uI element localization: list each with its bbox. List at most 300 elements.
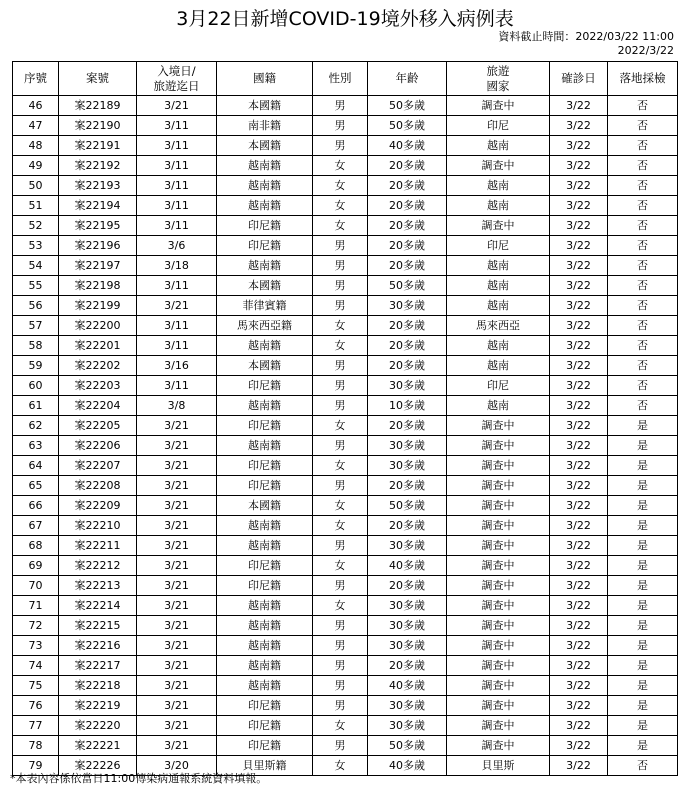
cell-travel-country: 調查中 xyxy=(447,436,550,456)
cell-confirm-date: 3/22 xyxy=(550,376,608,396)
cell-case-no: 案22206 xyxy=(59,436,137,456)
cell-entry-date: 3/21 xyxy=(137,636,217,656)
case-table xyxy=(12,61,678,776)
table-row xyxy=(13,696,678,716)
cell-nationality: 印尼籍 xyxy=(217,456,313,476)
cell-nationality: 印尼籍 xyxy=(217,556,313,576)
cell-sex: 男 xyxy=(313,736,368,756)
cell-entry-date: 3/21 xyxy=(137,436,217,456)
cell-seq: 77 xyxy=(13,716,59,736)
cell-arrival-test: 是 xyxy=(608,436,678,456)
table-row xyxy=(13,576,678,596)
table-row xyxy=(13,376,678,396)
cell-age: 20多歲 xyxy=(368,576,447,596)
cell-seq: 63 xyxy=(13,436,59,456)
cell-entry-date: 3/21 xyxy=(137,596,217,616)
cell-confirm-date: 3/22 xyxy=(550,656,608,676)
cell-nationality: 越南籍 xyxy=(217,636,313,656)
cell-seq: 56 xyxy=(13,296,59,316)
cell-case-no: 案22200 xyxy=(59,316,137,336)
table-row xyxy=(13,396,678,416)
cell-sex: 男 xyxy=(313,656,368,676)
cell-case-no: 案22203 xyxy=(59,376,137,396)
cell-confirm-date: 3/22 xyxy=(550,196,608,216)
table-row xyxy=(13,736,678,756)
cell-seq: 70 xyxy=(13,576,59,596)
cell-sex: 男 xyxy=(313,436,368,456)
cell-confirm-date: 3/22 xyxy=(550,136,608,156)
report-meta xyxy=(498,30,674,58)
column-header-seq: 序號 xyxy=(13,62,59,96)
cell-arrival-test: 是 xyxy=(608,676,678,696)
cell-travel-country: 馬來西亞 xyxy=(447,316,550,336)
cell-entry-date: 3/11 xyxy=(137,156,217,176)
cell-confirm-date: 3/22 xyxy=(550,736,608,756)
cell-seq: 50 xyxy=(13,176,59,196)
cell-case-no: 案22217 xyxy=(59,656,137,676)
cell-entry-date: 3/21 xyxy=(137,496,217,516)
cell-case-no: 案22210 xyxy=(59,516,137,536)
cell-arrival-test: 否 xyxy=(608,196,678,216)
cell-travel-country: 調查中 xyxy=(447,496,550,516)
cell-arrival-test: 是 xyxy=(608,656,678,676)
cell-sex: 女 xyxy=(313,556,368,576)
report-date: 2022/3/22 xyxy=(617,44,674,57)
table-row xyxy=(13,136,678,156)
cell-travel-country: 調查中 xyxy=(447,416,550,436)
cell-confirm-date: 3/22 xyxy=(550,416,608,436)
cell-age: 20多歲 xyxy=(368,316,447,336)
cell-case-no: 案22195 xyxy=(59,216,137,236)
cell-sex: 女 xyxy=(313,176,368,196)
cell-sex: 男 xyxy=(313,376,368,396)
table-row xyxy=(13,716,678,736)
table-row xyxy=(13,416,678,436)
cell-arrival-test: 否 xyxy=(608,296,678,316)
cell-arrival-test: 是 xyxy=(608,456,678,476)
cell-confirm-date: 3/22 xyxy=(550,436,608,456)
cell-arrival-test: 否 xyxy=(608,136,678,156)
cell-entry-date: 3/21 xyxy=(137,616,217,636)
cell-nationality: 越南籍 xyxy=(217,256,313,276)
cell-age: 20多歲 xyxy=(368,216,447,236)
cell-sex: 女 xyxy=(313,196,368,216)
cell-seq: 72 xyxy=(13,616,59,636)
cell-confirm-date: 3/22 xyxy=(550,716,608,736)
cell-nationality: 越南籍 xyxy=(217,396,313,416)
table-row xyxy=(13,656,678,676)
cell-case-no: 案22226 xyxy=(59,756,137,776)
cell-entry-date: 3/21 xyxy=(137,696,217,716)
cell-case-no: 案22201 xyxy=(59,336,137,356)
cell-nationality: 印尼籍 xyxy=(217,216,313,236)
cell-nationality: 印尼籍 xyxy=(217,716,313,736)
cell-sex: 女 xyxy=(313,456,368,476)
cell-arrival-test: 否 xyxy=(608,396,678,416)
cell-travel-country: 調查中 xyxy=(447,576,550,596)
cell-age: 20多歲 xyxy=(368,196,447,216)
cell-case-no: 案22205 xyxy=(59,416,137,436)
cell-seq: 73 xyxy=(13,636,59,656)
table-row xyxy=(13,616,678,636)
cell-confirm-date: 3/22 xyxy=(550,516,608,536)
cell-nationality: 印尼籍 xyxy=(217,576,313,596)
cell-case-no: 案22212 xyxy=(59,556,137,576)
column-header-arrival-test: 落地採檢 xyxy=(608,62,678,96)
cell-arrival-test: 是 xyxy=(608,536,678,556)
cell-confirm-date: 3/22 xyxy=(550,156,608,176)
cell-age: 20多歲 xyxy=(368,656,447,676)
cell-nationality: 越南籍 xyxy=(217,436,313,456)
cell-confirm-date: 3/22 xyxy=(550,756,608,776)
table-row xyxy=(13,676,678,696)
table-row xyxy=(13,316,678,336)
cell-confirm-date: 3/22 xyxy=(550,336,608,356)
cell-case-no: 案22208 xyxy=(59,476,137,496)
cell-travel-country: 越南 xyxy=(447,396,550,416)
cell-sex: 女 xyxy=(313,496,368,516)
table-row xyxy=(13,596,678,616)
cell-case-no: 案22209 xyxy=(59,496,137,516)
cell-nationality: 越南籍 xyxy=(217,336,313,356)
cell-arrival-test: 否 xyxy=(608,216,678,236)
cell-travel-country: 調查中 xyxy=(447,716,550,736)
cell-sex: 男 xyxy=(313,616,368,636)
cell-seq: 59 xyxy=(13,356,59,376)
cell-nationality: 本國籍 xyxy=(217,136,313,156)
cell-age: 30多歲 xyxy=(368,296,447,316)
cell-travel-country: 調查中 xyxy=(447,596,550,616)
cell-case-no: 案22216 xyxy=(59,636,137,656)
cell-confirm-date: 3/22 xyxy=(550,236,608,256)
cell-confirm-date: 3/22 xyxy=(550,636,608,656)
cell-travel-country: 調查中 xyxy=(447,476,550,496)
cell-entry-date: 3/21 xyxy=(137,536,217,556)
cell-age: 50多歲 xyxy=(368,96,447,116)
table-row xyxy=(13,116,678,136)
cell-seq: 57 xyxy=(13,316,59,336)
cell-age: 20多歲 xyxy=(368,356,447,376)
cell-nationality: 越南籍 xyxy=(217,616,313,636)
cell-sex: 女 xyxy=(313,716,368,736)
cell-travel-country: 調查中 xyxy=(447,696,550,716)
table-body xyxy=(13,96,678,776)
cell-case-no: 案22219 xyxy=(59,696,137,716)
cell-age: 20多歲 xyxy=(368,176,447,196)
cell-seq: 62 xyxy=(13,416,59,436)
cell-sex: 男 xyxy=(313,576,368,596)
cell-case-no: 案22196 xyxy=(59,236,137,256)
cell-age: 30多歲 xyxy=(368,436,447,456)
cell-arrival-test: 是 xyxy=(608,576,678,596)
cell-travel-country: 調查中 xyxy=(447,96,550,116)
cell-age: 20多歲 xyxy=(368,416,447,436)
cell-case-no: 案22215 xyxy=(59,616,137,636)
cell-sex: 男 xyxy=(313,536,368,556)
cell-seq: 65 xyxy=(13,476,59,496)
cell-case-no: 案22194 xyxy=(59,196,137,216)
cell-arrival-test: 否 xyxy=(608,176,678,196)
table-header-row xyxy=(13,62,678,96)
cell-nationality: 越南籍 xyxy=(217,656,313,676)
cell-arrival-test: 否 xyxy=(608,156,678,176)
cell-sex: 男 xyxy=(313,636,368,656)
table-row xyxy=(13,516,678,536)
cell-arrival-test: 否 xyxy=(608,96,678,116)
cell-seq: 79 xyxy=(13,756,59,776)
cell-seq: 52 xyxy=(13,216,59,236)
cell-confirm-date: 3/22 xyxy=(550,616,608,636)
cell-entry-date: 3/8 xyxy=(137,396,217,416)
cell-entry-date: 3/11 xyxy=(137,116,217,136)
cell-confirm-date: 3/22 xyxy=(550,556,608,576)
cell-entry-date: 3/11 xyxy=(137,376,217,396)
cell-confirm-date: 3/22 xyxy=(550,476,608,496)
cell-entry-date: 3/21 xyxy=(137,556,217,576)
cell-travel-country: 印尼 xyxy=(447,116,550,136)
cell-sex: 男 xyxy=(313,696,368,716)
cell-entry-date: 3/11 xyxy=(137,136,217,156)
table-row xyxy=(13,216,678,236)
cell-confirm-date: 3/22 xyxy=(550,256,608,276)
cell-entry-date: 3/11 xyxy=(137,176,217,196)
cell-travel-country: 調查中 xyxy=(447,536,550,556)
cell-case-no: 案22204 xyxy=(59,396,137,416)
cell-arrival-test: 是 xyxy=(608,556,678,576)
cell-travel-country: 越南 xyxy=(447,356,550,376)
cell-sex: 女 xyxy=(313,756,368,776)
cell-case-no: 案22207 xyxy=(59,456,137,476)
cell-case-no: 案22218 xyxy=(59,676,137,696)
cell-arrival-test: 否 xyxy=(608,276,678,296)
cell-case-no: 案22220 xyxy=(59,716,137,736)
cell-nationality: 印尼籍 xyxy=(217,416,313,436)
cell-seq: 64 xyxy=(13,456,59,476)
cell-nationality: 越南籍 xyxy=(217,596,313,616)
cell-entry-date: 3/21 xyxy=(137,416,217,436)
cell-age: 40多歲 xyxy=(368,136,447,156)
cell-entry-date: 3/6 xyxy=(137,236,217,256)
cell-nationality: 菲律賓籍 xyxy=(217,296,313,316)
cell-sex: 男 xyxy=(313,396,368,416)
cell-travel-country: 調查中 xyxy=(447,736,550,756)
cell-entry-date: 3/21 xyxy=(137,736,217,756)
cell-arrival-test: 否 xyxy=(608,756,678,776)
cell-sex: 男 xyxy=(313,276,368,296)
table-row xyxy=(13,556,678,576)
cell-sex: 男 xyxy=(313,256,368,276)
table-row xyxy=(13,196,678,216)
cell-sex: 男 xyxy=(313,96,368,116)
cell-nationality: 本國籍 xyxy=(217,496,313,516)
cell-sex: 女 xyxy=(313,336,368,356)
cell-arrival-test: 否 xyxy=(608,376,678,396)
cell-case-no: 案22192 xyxy=(59,156,137,176)
cell-entry-date: 3/11 xyxy=(137,316,217,336)
cell-travel-country: 越南 xyxy=(447,336,550,356)
cell-case-no: 案22189 xyxy=(59,96,137,116)
cell-seq: 69 xyxy=(13,556,59,576)
cell-seq: 54 xyxy=(13,256,59,276)
cell-arrival-test: 是 xyxy=(608,416,678,436)
cell-arrival-test: 是 xyxy=(608,496,678,516)
cell-case-no: 案22193 xyxy=(59,176,137,196)
table-row xyxy=(13,456,678,476)
cell-travel-country: 調查中 xyxy=(447,636,550,656)
cell-arrival-test: 否 xyxy=(608,316,678,336)
cell-confirm-date: 3/22 xyxy=(550,316,608,336)
table-row xyxy=(13,496,678,516)
cell-confirm-date: 3/22 xyxy=(550,216,608,236)
cell-age: 30多歲 xyxy=(368,596,447,616)
cell-entry-date: 3/11 xyxy=(137,276,217,296)
cell-confirm-date: 3/22 xyxy=(550,276,608,296)
cell-seq: 46 xyxy=(13,96,59,116)
cell-age: 30多歲 xyxy=(368,636,447,656)
table-row xyxy=(13,436,678,456)
cell-case-no: 案22211 xyxy=(59,536,137,556)
cell-age: 10多歲 xyxy=(368,396,447,416)
cell-age: 40多歲 xyxy=(368,556,447,576)
cell-nationality: 印尼籍 xyxy=(217,236,313,256)
cell-seq: 48 xyxy=(13,136,59,156)
cell-travel-country: 越南 xyxy=(447,196,550,216)
table-row xyxy=(13,636,678,656)
cell-travel-country: 調查中 xyxy=(447,216,550,236)
cell-travel-country: 調查中 xyxy=(447,656,550,676)
cell-age: 30多歲 xyxy=(368,536,447,556)
cell-nationality: 越南籍 xyxy=(217,196,313,216)
cell-seq: 58 xyxy=(13,336,59,356)
table-row xyxy=(13,476,678,496)
cell-sex: 男 xyxy=(313,476,368,496)
cell-travel-country: 印尼 xyxy=(447,236,550,256)
cell-arrival-test: 是 xyxy=(608,716,678,736)
cell-age: 40多歲 xyxy=(368,676,447,696)
cell-age: 20多歲 xyxy=(368,236,447,256)
cell-seq: 53 xyxy=(13,236,59,256)
cell-age: 20多歲 xyxy=(368,156,447,176)
page-title: 3月22日新增COVID-19境外移入病例表 xyxy=(176,8,514,30)
cell-seq: 55 xyxy=(13,276,59,296)
cell-arrival-test: 是 xyxy=(608,696,678,716)
cell-age: 30多歲 xyxy=(368,696,447,716)
cell-age: 30多歲 xyxy=(368,616,447,636)
cell-age: 50多歲 xyxy=(368,116,447,136)
cell-travel-country: 貝里斯 xyxy=(447,756,550,776)
cell-travel-country: 印尼 xyxy=(447,376,550,396)
cell-entry-date: 3/21 xyxy=(137,516,217,536)
cell-nationality: 印尼籍 xyxy=(217,476,313,496)
cell-nationality: 越南籍 xyxy=(217,676,313,696)
cell-seq: 49 xyxy=(13,156,59,176)
cell-nationality: 本國籍 xyxy=(217,96,313,116)
cell-nationality: 越南籍 xyxy=(217,536,313,556)
column-header-sex: 性別 xyxy=(313,62,368,96)
cell-seq: 76 xyxy=(13,696,59,716)
cell-travel-country: 調查中 xyxy=(447,156,550,176)
cell-arrival-test: 否 xyxy=(608,336,678,356)
cell-case-no: 案22198 xyxy=(59,276,137,296)
table-row xyxy=(13,176,678,196)
column-header-case-no: 案號 xyxy=(59,62,137,96)
cell-travel-country: 調查中 xyxy=(447,456,550,476)
cell-arrival-test: 否 xyxy=(608,116,678,136)
cell-confirm-date: 3/22 xyxy=(550,296,608,316)
cell-confirm-date: 3/22 xyxy=(550,536,608,556)
cell-arrival-test: 否 xyxy=(608,236,678,256)
cell-sex: 女 xyxy=(313,156,368,176)
cell-confirm-date: 3/22 xyxy=(550,676,608,696)
column-header-nationality: 國籍 xyxy=(217,62,313,96)
cell-confirm-date: 3/22 xyxy=(550,356,608,376)
cell-age: 20多歲 xyxy=(368,516,447,536)
cell-seq: 78 xyxy=(13,736,59,756)
cell-age: 50多歲 xyxy=(368,736,447,756)
cell-travel-country: 調查中 xyxy=(447,516,550,536)
cell-case-no: 案22191 xyxy=(59,136,137,156)
cell-seq: 51 xyxy=(13,196,59,216)
cell-seq: 74 xyxy=(13,656,59,676)
cell-case-no: 案22213 xyxy=(59,576,137,596)
cell-sex: 男 xyxy=(313,116,368,136)
table-row xyxy=(13,336,678,356)
cell-age: 50多歲 xyxy=(368,276,447,296)
cell-arrival-test: 否 xyxy=(608,356,678,376)
cell-confirm-date: 3/22 xyxy=(550,396,608,416)
cell-travel-country: 調查中 xyxy=(447,676,550,696)
cell-sex: 男 xyxy=(313,676,368,696)
cell-entry-date: 3/21 xyxy=(137,476,217,496)
column-header-entry-date: 入境日/ 旅遊迄日 xyxy=(137,62,217,96)
cell-nationality: 南非籍 xyxy=(217,116,313,136)
cell-entry-date: 3/21 xyxy=(137,716,217,736)
cell-arrival-test: 否 xyxy=(608,256,678,276)
cell-age: 30多歲 xyxy=(368,456,447,476)
cell-travel-country: 越南 xyxy=(447,136,550,156)
cell-sex: 女 xyxy=(313,596,368,616)
cell-confirm-date: 3/22 xyxy=(550,496,608,516)
column-header-confirm-date: 確診日 xyxy=(550,62,608,96)
cell-sex: 男 xyxy=(313,296,368,316)
cell-confirm-date: 3/22 xyxy=(550,176,608,196)
cell-entry-date: 3/11 xyxy=(137,336,217,356)
cell-seq: 66 xyxy=(13,496,59,516)
cell-age: 20多歲 xyxy=(368,256,447,276)
cell-case-no: 案22197 xyxy=(59,256,137,276)
table-row xyxy=(13,276,678,296)
cell-entry-date: 3/21 xyxy=(137,296,217,316)
cell-case-no: 案22199 xyxy=(59,296,137,316)
cell-sex: 女 xyxy=(313,416,368,436)
cell-age: 50多歲 xyxy=(368,496,447,516)
column-header-age: 年齡 xyxy=(368,62,447,96)
cell-nationality: 越南籍 xyxy=(217,516,313,536)
cell-nationality: 馬來西亞籍 xyxy=(217,316,313,336)
cell-nationality: 印尼籍 xyxy=(217,376,313,396)
data-cutoff-time: 資料截止時間：2022/03/22 11:00 xyxy=(498,30,674,43)
cell-entry-date: 3/21 xyxy=(137,456,217,476)
cell-confirm-date: 3/22 xyxy=(550,116,608,136)
cell-travel-country: 越南 xyxy=(447,256,550,276)
cell-arrival-test: 是 xyxy=(608,636,678,656)
footnote: *本表內容係依當日11:00傳染病通報系統資料填報。 xyxy=(10,772,268,785)
table-row xyxy=(13,236,678,256)
cell-confirm-date: 3/22 xyxy=(550,576,608,596)
cell-nationality: 越南籍 xyxy=(217,176,313,196)
cell-confirm-date: 3/22 xyxy=(550,696,608,716)
cell-confirm-date: 3/22 xyxy=(550,596,608,616)
